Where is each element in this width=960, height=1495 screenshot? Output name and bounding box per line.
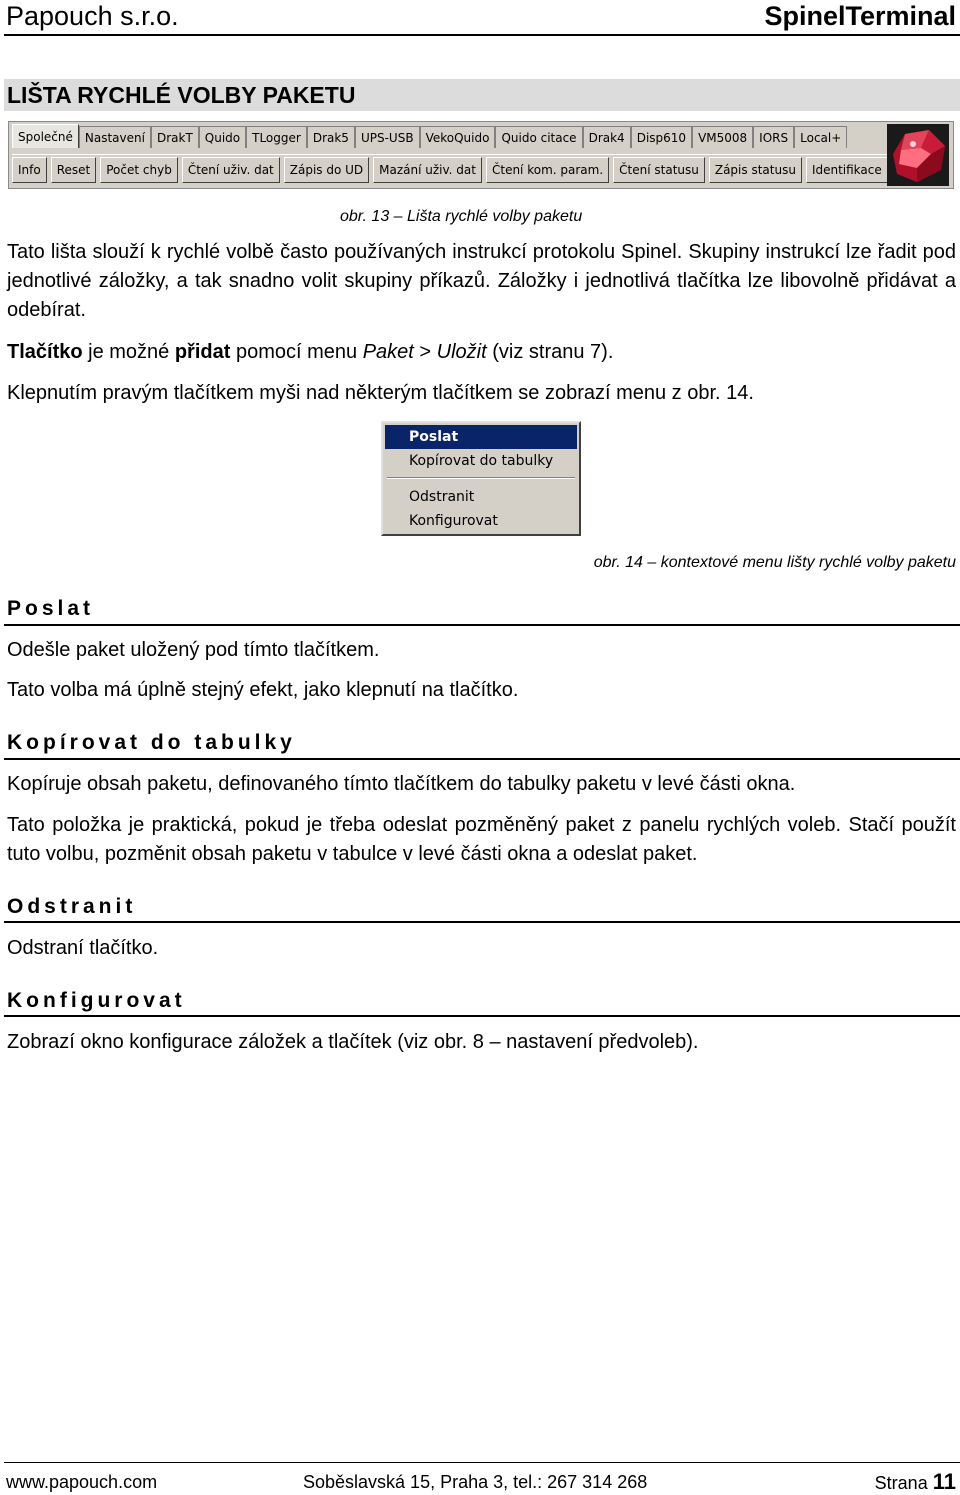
menu-item-odstranit[interactable]: Odstranit bbox=[409, 489, 475, 505]
header-rule bbox=[4, 34, 960, 36]
tab-quido[interactable]: Quido bbox=[199, 126, 246, 148]
footer-address: Soběslavská 15, Praha 3, tel.: 267 314 268 bbox=[303, 1472, 648, 1492]
odstranit-line-1: Odstraní tlačítko. bbox=[7, 937, 159, 959]
menu-ulozit: Uložit bbox=[436, 341, 487, 363]
tab-iors[interactable]: IORS bbox=[753, 126, 794, 148]
add-button-paragraph bbox=[7, 338, 956, 367]
page-number: 11 bbox=[932, 1469, 956, 1494]
text-fragment: > bbox=[413, 341, 437, 363]
read-status-button[interactable]: Čtení statusu bbox=[613, 157, 705, 183]
tab-local-plus[interactable]: Local+ bbox=[794, 126, 847, 148]
menu-item-kopirovat[interactable]: Kopírovat do tabulky bbox=[409, 453, 554, 469]
footer-website: www.papouch.com bbox=[6, 1472, 158, 1492]
figure-13-caption: obr. 13 – Lišta rychlé volby paketu bbox=[340, 208, 583, 225]
menu-item-konfigurovat[interactable]: Konfigurovat bbox=[409, 513, 498, 529]
page-label: Strana bbox=[874, 1473, 928, 1493]
quick-packet-toolbar bbox=[8, 121, 954, 189]
reset-button[interactable]: Reset bbox=[51, 157, 97, 183]
menu-item-poslat[interactable]: Poslat bbox=[385, 425, 577, 449]
text-fragment: pomocí menu bbox=[230, 341, 363, 363]
section-rule bbox=[4, 921, 960, 923]
right-click-paragraph: Klepnutím pravým tlačítkem myši nad některým tlačítkem se zobrazí menu z obr. 14. bbox=[7, 382, 754, 404]
tab-ups-usb[interactable]: UPS-USB bbox=[355, 126, 420, 148]
toolbar-tabs bbox=[12, 126, 847, 150]
tab-vm5008[interactable]: VM5008 bbox=[692, 126, 753, 148]
text-fragment: (viz stranu 7). bbox=[486, 341, 614, 363]
erase-user-data-button[interactable]: Mazání uživ. dat bbox=[373, 157, 482, 183]
text-fragment: je možné bbox=[82, 341, 175, 363]
menu-paket: Paket bbox=[362, 341, 414, 363]
error-count-button[interactable]: Počet chyb bbox=[100, 157, 178, 183]
tab-drakt[interactable]: DrakT bbox=[151, 126, 199, 148]
footer-page bbox=[875, 1470, 956, 1495]
toolbar-buttons bbox=[12, 154, 892, 187]
bold-tlacitko: Tlačítko bbox=[7, 341, 83, 363]
konfigurovat-line-1: Zobrazí okno konfigurace záložek a tlačítek (viz obr. 8 – nastavení předvoleb). bbox=[7, 1031, 699, 1053]
menu-separator bbox=[387, 477, 575, 479]
tab-tlogger[interactable]: TLogger bbox=[246, 126, 307, 148]
tab-vekoquido[interactable]: VekoQuido bbox=[420, 126, 496, 148]
section-title: LIŠTA RYCHLÉ VOLBY PAKETU bbox=[7, 82, 356, 108]
read-user-data-button[interactable]: Čtení uživ. dat bbox=[182, 157, 280, 183]
kopirovat-line-1: Kopíruje obsah paketu, definovaného tímto tlačítkem do tabulky paketu v levé části okna. bbox=[7, 773, 796, 795]
kopirovat-line-2: Tato položka je praktická, pokud je třeba odeslat pozměněný paket z panelu rychlých voleb. Stačí použít tuto volbu, pozměnit obsah paketu v tabulce v levé části okna a odeslat paket. bbox=[7, 814, 956, 865]
intro-paragraph: Tato lišta slouží k rychlé volbě často používaných instrukcí protokolu Spinel. Skupiny instrukcí lze řadit pod jednotlivé záložky, a tak snadno volit skupiny příkazů. Záložky i jednotlivá tlačítka lze libovolně přidávat a odebírat. bbox=[7, 241, 956, 321]
figure-14-caption: obr. 14 – kontextové menu lišty rychlé volby paketu bbox=[593, 554, 956, 571]
write-user-data-button[interactable]: Zápis do UD bbox=[284, 157, 369, 183]
section-heading-kopirovat: Kopírovat do tabulky bbox=[7, 731, 296, 754]
tab-drak5[interactable]: Drak5 bbox=[307, 126, 355, 148]
product-name: SpinelTerminal bbox=[764, 1, 956, 31]
tab-quido-citace[interactable]: Quido citace bbox=[495, 126, 582, 148]
tab-nastaveni[interactable]: Nastavení bbox=[79, 126, 151, 148]
read-comm-params-button[interactable]: Čtení kom. param. bbox=[486, 157, 609, 183]
tab-spolecne[interactable]: Společné bbox=[12, 124, 79, 148]
tab-drak4[interactable]: Drak4 bbox=[583, 126, 631, 148]
identification-button[interactable]: Identifikace bbox=[806, 157, 888, 183]
tab-disp610[interactable]: Disp610 bbox=[631, 126, 692, 148]
poslat-line-2: Tato volba má úplně stejný efekt, jako klepnutí na tlačítko. bbox=[7, 679, 519, 701]
context-menu bbox=[381, 421, 581, 536]
company-name: Papouch s.r.o. bbox=[6, 1, 179, 31]
section-rule bbox=[4, 624, 960, 626]
section-heading-poslat: Poslat bbox=[7, 597, 95, 620]
write-status-button[interactable]: Zápis statusu bbox=[709, 157, 802, 183]
poslat-line-1: Odešle paket uložený pod tímto tlačítkem. bbox=[7, 639, 380, 661]
section-rule bbox=[4, 1015, 960, 1017]
spinel-gem-icon bbox=[887, 124, 949, 186]
bold-pridat: přidat bbox=[174, 341, 231, 363]
section-heading-konfigurovat: Konfigurovat bbox=[7, 989, 186, 1012]
info-button[interactable]: Info bbox=[12, 157, 47, 183]
section-rule bbox=[4, 758, 960, 760]
footer-rule bbox=[4, 1462, 960, 1463]
section-heading-odstranit: Odstranit bbox=[7, 895, 137, 918]
